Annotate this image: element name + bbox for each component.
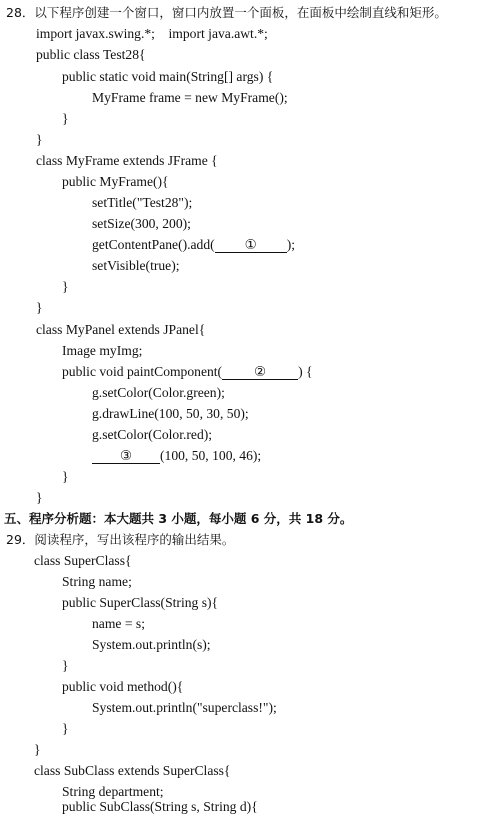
answer-blank-1: ① (215, 238, 287, 253)
code-line-blank-3 (92, 448, 261, 464)
code-text: public void paintComponent( (62, 364, 223, 379)
code-line: public SuperClass(String s){ (62, 595, 219, 610)
code-line: System.out.println("superclass!"); (92, 700, 277, 715)
code-text: ) { (298, 364, 313, 379)
code-text: (100, 50, 100, 46); (160, 448, 262, 463)
code-line: } (62, 279, 69, 294)
code-line-blank-1 (92, 237, 295, 253)
code-text: getContentPane().add( (92, 237, 215, 252)
code-line: Image myImg; (62, 343, 143, 358)
code-line: class SuperClass{ (34, 553, 132, 568)
code-line: } (62, 469, 69, 484)
answer-blank-2: ② (222, 365, 298, 380)
code-line-blank-2 (62, 364, 313, 380)
code-line: g.setColor(Color.green); (92, 385, 225, 400)
code-line: System.out.println(s); (92, 637, 211, 652)
code-line: } (36, 300, 43, 315)
code-line: setVisible(true); (92, 258, 180, 273)
q28-header: 28．以下程序创建一个窗口，窗口内放置一个面板，在面板中绘制直线和矩形。 (6, 5, 447, 20)
code-line: class MyFrame extends JFrame { (36, 153, 218, 168)
code-line: name = s; (92, 616, 145, 631)
code-line: public SubClass(String s, String d){ (62, 799, 258, 814)
code-line: } (62, 721, 69, 736)
code-line: } (62, 658, 69, 673)
code-line: } (36, 132, 43, 147)
code-line: public MyFrame(){ (62, 174, 169, 189)
code-line: } (62, 111, 69, 126)
code-line: } (36, 490, 43, 505)
code-line: class MyPanel extends JPanel{ (36, 322, 206, 337)
code-line: g.setColor(Color.red); (92, 427, 213, 442)
code-line: String department; (62, 784, 164, 799)
code-line: String name; (62, 574, 132, 589)
code-line: g.drawLine(100, 50, 30, 50); (92, 406, 249, 421)
code-line: public void method(){ (62, 679, 184, 694)
section-heading: 五、程序分析题：本大题共 3 小题，每小题 6 分，共 18 分。 (4, 511, 353, 526)
code-line: public static void main(String[] args) { (62, 69, 274, 84)
q28-imports: import javax.swing.*; import java.awt.*; (36, 26, 268, 41)
answer-blank-3: ③ (92, 449, 160, 464)
code-line: setTitle("Test28"); (92, 195, 193, 210)
code-line: } (34, 742, 41, 757)
code-line: class SubClass extends SuperClass{ (34, 763, 231, 778)
code-line: public class Test28{ (36, 47, 146, 62)
q29-header: 29．阅读程序，写出该程序的输出结果。 (6, 532, 235, 547)
code-line: setSize(300, 200); (92, 216, 191, 231)
code-text: ); (286, 237, 295, 252)
code-line: MyFrame frame = new MyFrame(); (92, 90, 288, 105)
